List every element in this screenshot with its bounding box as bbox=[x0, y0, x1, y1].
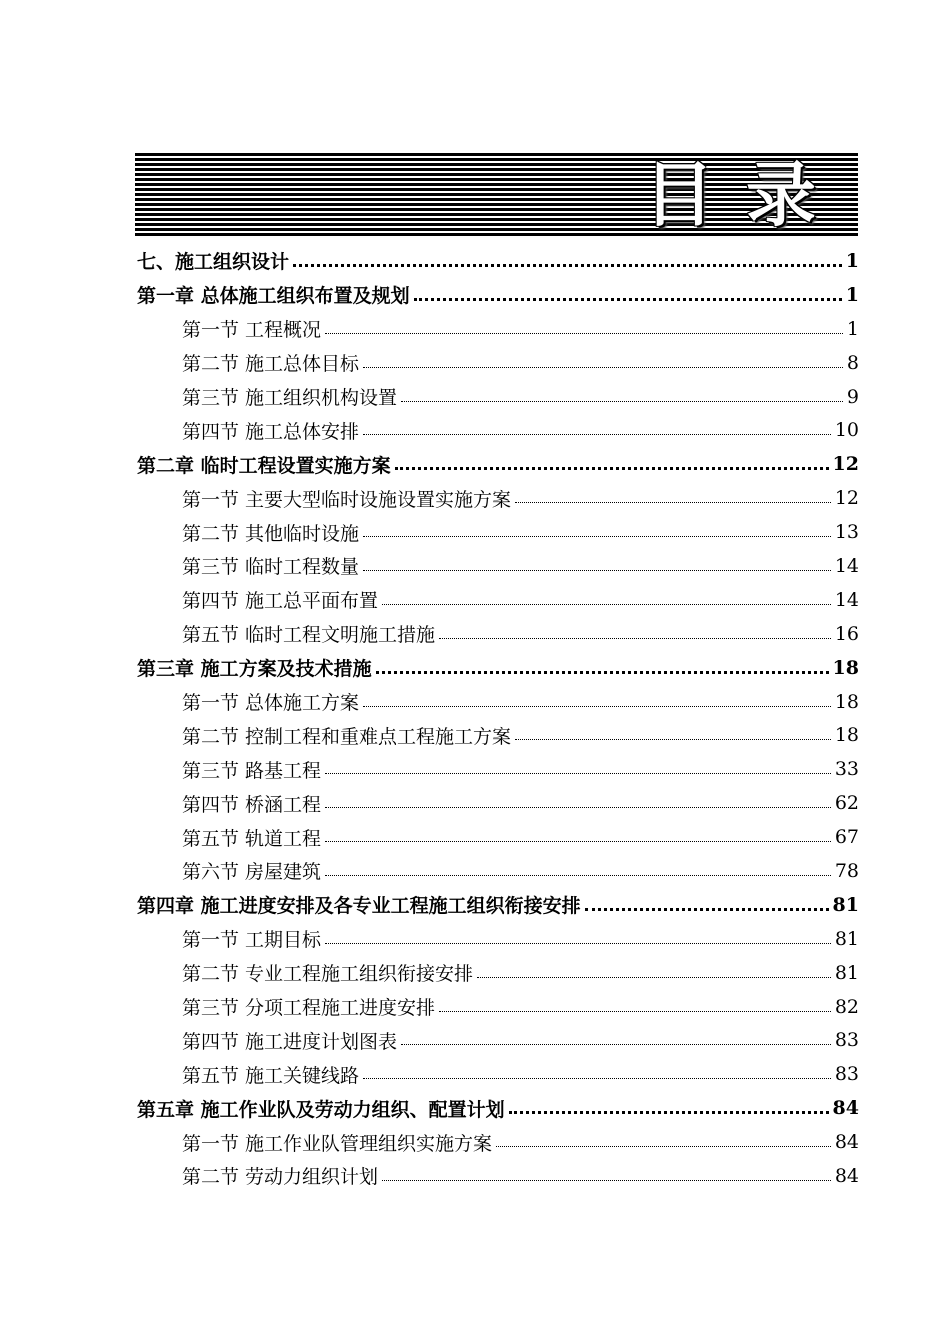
toc-dot-leader bbox=[363, 569, 831, 571]
toc-section-entry[interactable] bbox=[0, 515, 859, 549]
toc-section-entry[interactable] bbox=[0, 549, 859, 583]
toc-dot-leader bbox=[325, 332, 843, 334]
toc-chapter-entry[interactable] bbox=[0, 278, 859, 312]
toc-page-number: 1 bbox=[845, 283, 859, 306]
toc-page-number: 18 bbox=[832, 656, 859, 679]
toc-dot-leader bbox=[363, 1077, 831, 1079]
toc-page-number: 12 bbox=[834, 487, 859, 510]
toc-section-entry[interactable] bbox=[0, 1125, 859, 1159]
toc-entry-label: 第六节 房屋建筑 bbox=[182, 857, 323, 884]
toc-page-number: 16 bbox=[834, 622, 859, 645]
toc-section-entry[interactable] bbox=[0, 617, 859, 651]
toc-dot-leader bbox=[363, 366, 843, 368]
toc-page-number: 83 bbox=[834, 1063, 859, 1086]
toc-chapter-entry[interactable] bbox=[0, 447, 859, 481]
toc-dot-leader bbox=[293, 263, 842, 267]
toc-entry-label: 第四章 施工进度安排及各专业工程施工组织衔接安排 bbox=[137, 891, 583, 918]
toc-page-number: 18 bbox=[834, 690, 859, 713]
toc-entry-label: 第二节 控制工程和重难点工程施工方案 bbox=[182, 722, 513, 749]
toc-section-entry[interactable] bbox=[0, 312, 859, 346]
toc-entry-label: 第一节 工期目标 bbox=[182, 925, 323, 952]
toc-entry-label: 第四节 施工总体安排 bbox=[182, 417, 361, 444]
toc-chapter-entry[interactable] bbox=[0, 1091, 859, 1125]
toc-dot-leader bbox=[509, 1110, 829, 1114]
toc-entry-label: 第五节 施工关键线路 bbox=[182, 1061, 361, 1088]
toc-page-number: 14 bbox=[834, 554, 859, 577]
toc-dot-leader bbox=[325, 942, 831, 944]
toc-dot-leader bbox=[395, 466, 829, 470]
toc-page-number: 81 bbox=[834, 961, 859, 984]
toc-section-entry[interactable] bbox=[0, 1159, 859, 1193]
toc-page-number: 67 bbox=[834, 826, 859, 849]
toc-page-number: 8 bbox=[846, 351, 859, 374]
toc-page-number: 62 bbox=[834, 792, 859, 815]
toc-dot-leader bbox=[401, 400, 843, 402]
toc-entry-label: 第一节 施工作业队管理组织实施方案 bbox=[182, 1129, 494, 1156]
toc-entry-label: 第一节 总体施工方案 bbox=[182, 688, 361, 715]
toc-entry-label: 第四节 施工进度计划图表 bbox=[182, 1027, 399, 1054]
toc-dot-leader bbox=[515, 738, 831, 740]
toc-entry-label: 第五章 施工作业队及劳动力组织、配置计划 bbox=[137, 1095, 507, 1122]
toc-page-number: 13 bbox=[834, 521, 859, 544]
toc-entry-label: 第三节 路基工程 bbox=[182, 756, 323, 783]
toc-chapter-entry[interactable] bbox=[0, 888, 859, 922]
toc-dot-leader bbox=[439, 1010, 831, 1012]
toc-entry-label: 第二节 其他临时设施 bbox=[182, 519, 361, 546]
toc-section-entry[interactable] bbox=[0, 786, 859, 820]
toc-section-entry[interactable] bbox=[0, 346, 859, 380]
toc-chapter-entry[interactable] bbox=[0, 651, 859, 685]
toc-entry-label: 第三章 施工方案及技术措施 bbox=[137, 654, 374, 681]
toc-entry-label: 第四节 施工总平面布置 bbox=[182, 586, 380, 613]
toc-entry-label: 第三节 施工组织机构设置 bbox=[182, 383, 399, 410]
toc-entry-label: 第五节 临时工程文明施工措施 bbox=[182, 620, 437, 647]
toc-entry-label: 第三节 临时工程数量 bbox=[182, 552, 361, 579]
toc-page-number: 81 bbox=[834, 927, 859, 950]
toc-dot-leader bbox=[439, 637, 831, 639]
toc-dot-leader bbox=[496, 1145, 831, 1147]
toc-dot-leader bbox=[363, 705, 831, 707]
toc-entry-label: 第一节 主要大型临时设施设置实施方案 bbox=[182, 485, 513, 512]
toc-title-banner bbox=[135, 153, 858, 236]
toc-dot-leader bbox=[477, 976, 831, 978]
toc-page-number: 9 bbox=[846, 385, 859, 408]
toc-section-entry[interactable] bbox=[0, 922, 859, 956]
toc-section-entry[interactable] bbox=[0, 583, 859, 617]
toc-section-entry[interactable] bbox=[0, 956, 859, 990]
toc-section-entry[interactable] bbox=[0, 481, 859, 515]
toc-section-entry[interactable] bbox=[0, 820, 859, 854]
toc-entry-label: 第五节 轨道工程 bbox=[182, 824, 323, 851]
toc-entry-label: 第二章 临时工程设置实施方案 bbox=[137, 451, 393, 478]
toc-section-entry[interactable] bbox=[0, 854, 859, 888]
toc-page-number: 84 bbox=[834, 1164, 859, 1187]
toc-entry-label: 第二节 劳动力组织计划 bbox=[182, 1162, 380, 1189]
toc-page-number: 78 bbox=[834, 859, 859, 882]
toc-dot-leader bbox=[325, 840, 831, 842]
toc-dot-leader bbox=[325, 874, 831, 876]
toc-page-number: 14 bbox=[834, 588, 859, 611]
toc-page-number: 84 bbox=[832, 1097, 859, 1120]
toc-dot-leader bbox=[414, 297, 842, 301]
toc-entry-label: 第四节 桥涵工程 bbox=[182, 790, 323, 817]
toc-dot-leader bbox=[382, 603, 831, 605]
toc-section-entry[interactable] bbox=[0, 1057, 859, 1091]
toc-page-number: 18 bbox=[834, 724, 859, 747]
toc-entry-label: 第一节 工程概况 bbox=[182, 315, 323, 342]
toc-dot-leader bbox=[376, 670, 829, 674]
toc-page-number: 33 bbox=[834, 758, 859, 781]
toc-dot-leader bbox=[401, 1043, 831, 1045]
toc-page-number: 82 bbox=[834, 995, 859, 1018]
toc-page-number: 12 bbox=[832, 453, 859, 476]
table-of-contents bbox=[0, 244, 950, 1193]
toc-page-number: 83 bbox=[834, 1029, 859, 1052]
toc-entry-label: 第一章 总体施工组织布置及规划 bbox=[137, 281, 412, 308]
toc-entry-label: 第二节 专业工程施工组织衔接安排 bbox=[182, 959, 475, 986]
toc-dot-leader bbox=[363, 535, 831, 537]
toc-entry-label: 七、施工组织设计 bbox=[137, 247, 291, 274]
toc-entry-label: 第三节 分项工程施工进度安排 bbox=[182, 993, 437, 1020]
toc-dot-leader bbox=[325, 772, 831, 774]
toc-section-entry[interactable] bbox=[0, 1023, 859, 1057]
toc-entry-label: 第二节 施工总体目标 bbox=[182, 349, 361, 376]
toc-title: 目录 bbox=[644, 154, 848, 236]
toc-section-entry[interactable] bbox=[0, 990, 859, 1024]
toc-section-entry[interactable] bbox=[0, 380, 859, 414]
toc-section-entry[interactable] bbox=[0, 413, 859, 447]
toc-page-number: 84 bbox=[834, 1131, 859, 1154]
toc-dot-leader bbox=[382, 1179, 831, 1181]
toc-chapter-entry[interactable] bbox=[0, 244, 859, 278]
toc-page-number: 81 bbox=[832, 893, 859, 916]
toc-dot-leader bbox=[325, 806, 831, 808]
toc-page-number: 1 bbox=[845, 249, 859, 272]
toc-dot-leader bbox=[363, 433, 831, 435]
toc-page-number: 1 bbox=[846, 317, 859, 340]
toc-section-entry[interactable] bbox=[0, 718, 859, 752]
toc-page-number: 10 bbox=[834, 419, 859, 442]
toc-section-entry[interactable] bbox=[0, 752, 859, 786]
toc-dot-leader bbox=[585, 907, 829, 911]
toc-dot-leader bbox=[515, 501, 831, 503]
toc-section-entry[interactable] bbox=[0, 685, 859, 719]
